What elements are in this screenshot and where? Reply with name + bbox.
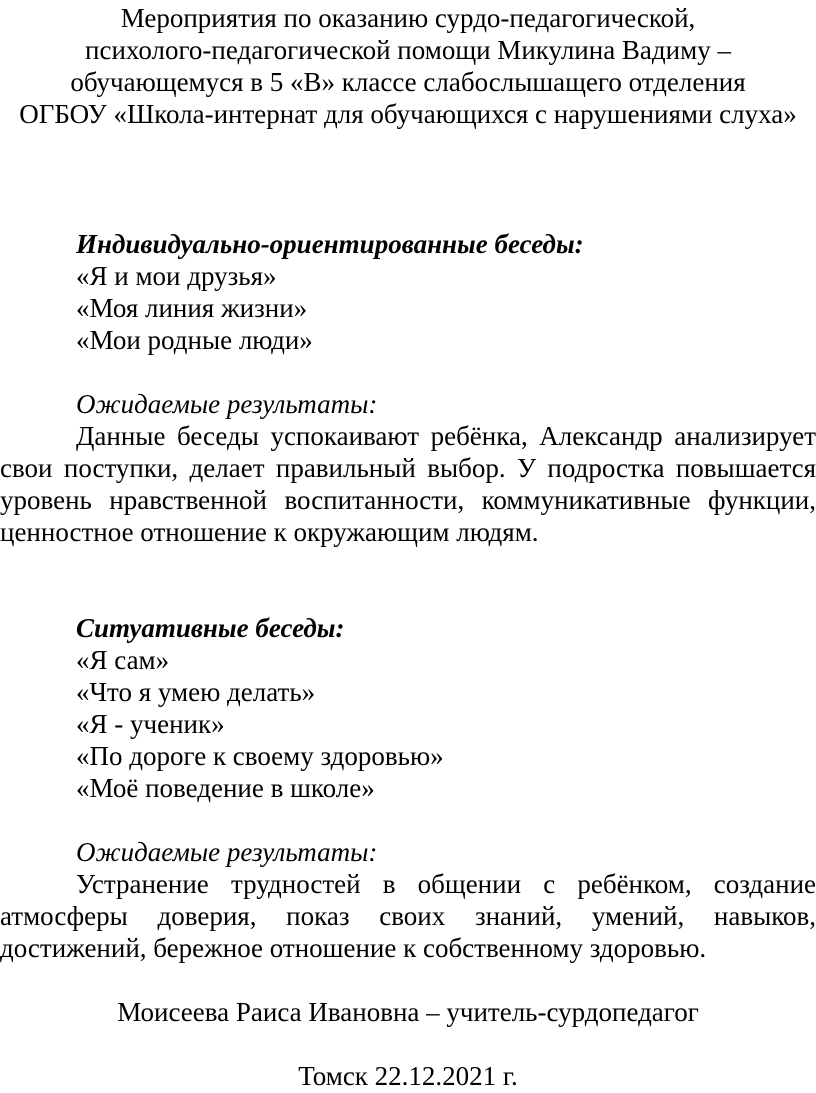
title-line: психолого-педагогической помощи Микулина Вадиму – <box>85 35 731 65</box>
title-line: Мероприятия по оказанию сурдо-педагогической, <box>120 3 696 33</box>
results-line: атмосферы доверия, показ своих знаний, умений, навыков, <box>0 901 816 931</box>
results-line: уровень нравственной воспитанности, коммуникативные функции, <box>0 485 816 515</box>
section-situational-talks <box>0 612 816 804</box>
section-heading: Ситуативные беседы: <box>76 613 345 643</box>
results-line: Данные беседы успокаивают ребёнка, Александр анализирует <box>76 421 816 451</box>
section-individual-talks <box>0 228 816 356</box>
results-heading: Ожидаемые результаты: <box>76 389 378 419</box>
results-heading: Ожидаемые результаты: <box>76 837 378 867</box>
title-line: ОГБОУ «Школа-интернат для обучающихся с нарушениями слуха» <box>19 99 797 129</box>
list-item: «Мои родные люди» <box>76 325 313 355</box>
document-title <box>0 2 816 130</box>
section-heading: Индивидуально-ориентированные беседы: <box>76 229 584 259</box>
results-line: Устранение трудностей в общении с ребёнком, создание <box>76 869 816 899</box>
place-date-line: Томск 22.12.2021 г. <box>298 1061 518 1091</box>
list-item: «Моё поведение в школе» <box>76 773 375 803</box>
list-item: «Что я умею делать» <box>76 677 316 707</box>
section-individual-results <box>0 388 816 548</box>
section-situational-results <box>0 836 816 964</box>
list-item: «Я и мои друзья» <box>76 261 277 291</box>
author-line: Моисеева Раиса Ивановна – учитель-сурдопедагог <box>117 997 699 1027</box>
results-line: достижений, бережное отношение к собственному здоровью. <box>0 933 707 963</box>
list-item: «По дороге к своему здоровью» <box>76 741 444 771</box>
results-line: ценностное отношение к окружающим людям. <box>0 517 539 547</box>
title-line: обучающемуся в 5 «В» классе слабослышащего отделения <box>70 67 746 97</box>
list-item: «Я - ученик» <box>76 709 225 739</box>
results-line: свои поступки, делает правильный выбор. У подростка повышается <box>0 453 816 483</box>
list-item: «Я сам» <box>76 645 170 675</box>
list-item: «Моя линия жизни» <box>76 293 308 323</box>
